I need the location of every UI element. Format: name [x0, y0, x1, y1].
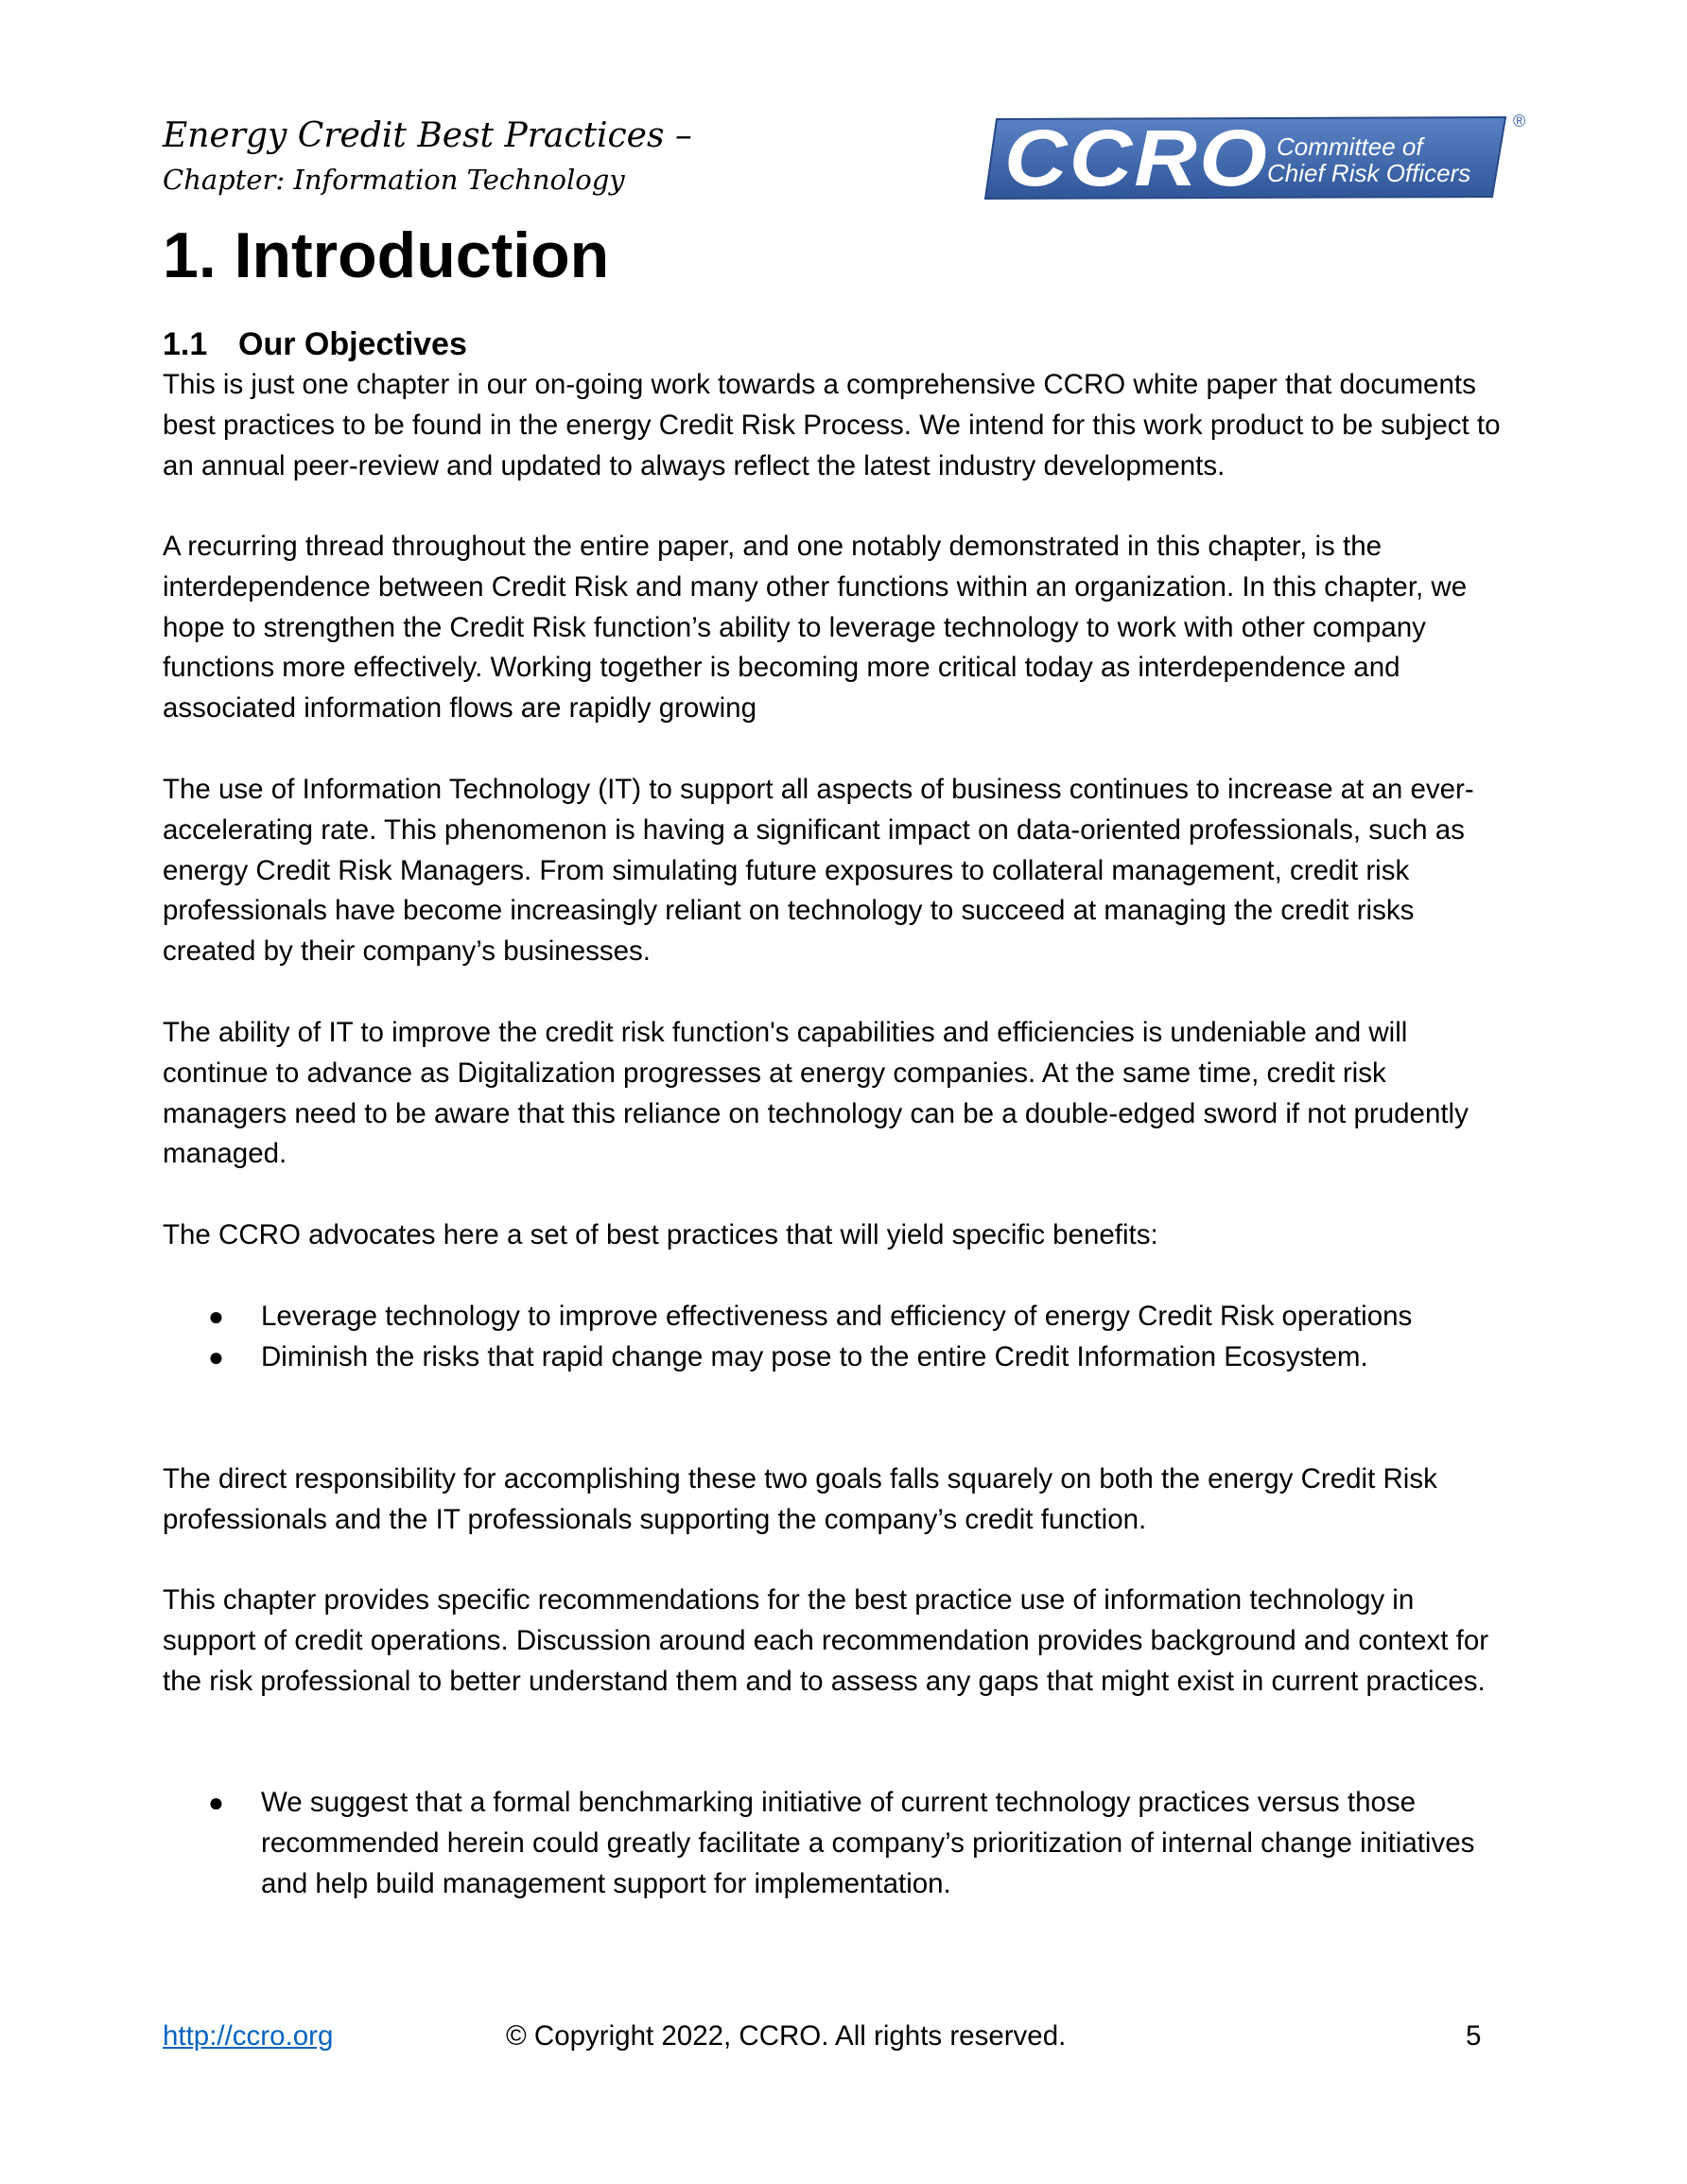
bullet-icon: ●: [208, 1302, 224, 1331]
bullet-icon: ●: [208, 1788, 224, 1817]
footer-website-link[interactable]: http://ccro.org: [163, 2020, 334, 2052]
benefits-list: [163, 1297, 1505, 1378]
document-header-title: Energy Credit Best Practices –: [163, 116, 692, 155]
paragraph-responsibility: The direct responsibility for accomplishing these two goals falls squarely on both the energy Credit Risk professionals and the IT professionals supporting the company’s credit function.: [163, 1463, 1437, 1535]
footer-copyright: © Copyright 2022, CCRO. All rights reserved.: [506, 2020, 1067, 2052]
logo-line2: Chief Risk Officers: [1267, 159, 1471, 187]
ccro-logo: [983, 112, 1513, 204]
paragraph-benefits-intro: The CCRO advocates here a set of best practices that will yield specific benefits:: [163, 1219, 1158, 1250]
bullet-icon: ●: [208, 1341, 224, 1372]
chapter-heading: 1. Introduction: [163, 219, 610, 291]
logo-line1: Committee of: [1277, 132, 1423, 161]
paragraph-it-ability: The ability of IT to improve the credit risk function's capabilities and efficiencies is undeniable and will continue to advance as Digitalization progresses at energy companies. At the same time, credit risk managers need to be aware that this reliance on technology can be a double-edged sword if not prudently managed.: [163, 1017, 1469, 1170]
document-header-subtitle: Chapter: Information Technology: [163, 164, 625, 196]
paragraph-interdependence: A recurring thread throughout the entire paper, and one notably demonstrated in this chapter, is the interdependence between Credit Risk and many other functions within an organization. In this chapter, we hope to strengthen the Credit Risk function’s ability to leverage technology to work with other company functions more effectively. Working together is becoming more critical today as interdependence and associated information flows are rapidly growing: [163, 531, 1468, 725]
section-title: Our Objectives: [238, 326, 467, 362]
suggestions-list: [163, 1783, 1505, 1904]
registered-mark: ®: [1513, 112, 1526, 131]
paragraph-recommendations: This chapter provides specific recommendations for the best practice use of information technology in support of credit operations. Discussion around each recommendation provides background and context for the risk professional to better understand them and to assess any gaps that might exist in current practices.: [163, 1584, 1489, 1697]
list-item: ● We suggest that a formal benchmarking initiative of current technology practices versus those recommended herein could greatly facilitate a company’s prioritization of internal change initiatives and help build management support for implementation.: [163, 1783, 1490, 1904]
section-number: 1.1: [163, 326, 208, 362]
paragraph-objectives: This is just one chapter in our on-going work towards a comprehensive CCRO white paper that documents best practices to be found in the energy Credit Risk Process. We intend for this work product to be subject to an annual peer-review and updated to always reflect the latest industry developments.: [163, 369, 1501, 481]
logo-acronym: CCRO: [1004, 114, 1269, 202]
section-heading: [163, 324, 467, 364]
list-item: ● Leverage technology to improve effectiveness and efficiency of energy Credit Risk operations: [163, 1297, 1490, 1337]
paragraph-it-use: The use of Information Technology (IT) to support all aspects of business continues to increase at an ever-accelerating rate. This phenomenon is having a significant impact on data-oriented professionals, such as energy Credit Risk Managers. From simulating future exposures to collateral management, credit risk professionals have become increasingly reliant on technology to succeed at managing the credit risks created by their company’s businesses.: [163, 774, 1474, 968]
list-item: ● Diminish the risks that rapid change may pose to the entire Credit Information Ecosystem.: [163, 1337, 1490, 1378]
page-number: 5: [1466, 2020, 1482, 2052]
